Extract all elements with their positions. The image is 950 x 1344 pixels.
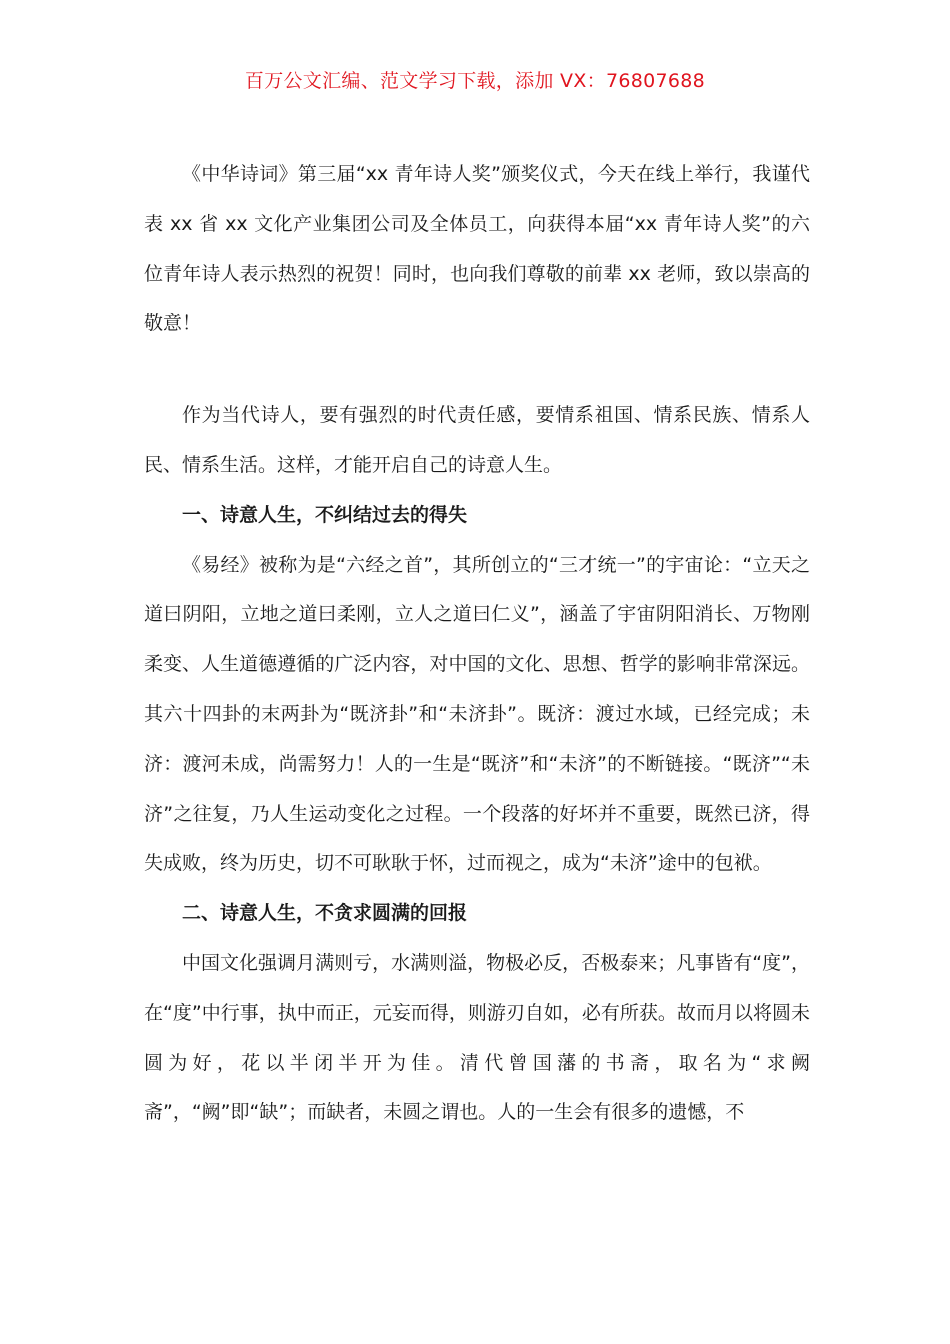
section-heading-2: 二、诗意人生，不贪求圆满的回报 [182, 902, 468, 925]
section-heading-1: 一、诗意人生，不纠结过去的得失 [182, 503, 468, 526]
paragraph-poet-responsibility: 作为当代诗人，要有强烈的时代责任感，要情系祖国、情系民族、情系人民、情系生活。这样，才能开启自己的诗意人生。 [144, 404, 810, 476]
paragraph-yijing: 《易经》被称为是“六经之首”，其所创立的“三才统一”的宇宙论：“立天之道曰阴阳，立地之道曰柔刚，立人之道曰仁义”，涵盖了宇宙阴阳消长、万物刚柔变、人生道德遵循的广泛内容，对中国的文化、思想、哲学的影响非常深远。其六十四卦的末两卦为“既济卦”和“未济卦”。既济：渡过水域，已经完成；未济：渡河未成，尚需努力！人的一生是“既济”和“未济”的不断链接。“既济”“未济”之往复，乃人生运动变化之过程。一个段落的好坏并不重要，既然已济，得失成败，终为历史，切不可耿耿于怀，过而视之，成为“未济”途中的包袱。 [144, 553, 810, 875]
paragraph-intro: 《中华诗词》第三届“xx 青年诗人奖”颁奖仪式，今天在线上举行，我谨代表 xx 省 xx 文化产业集团公司及全体员工，向获得本届“xx 青年诗人奖”的六位青年诗人表示热烈的祝贺！同时，也向我们尊敬的前辈 xx 老师，致以崇高的敬意！ [144, 163, 810, 335]
document-body [144, 150, 810, 1138]
header-banner: 百万公文汇编、范文学习下载，添加 VX：76807688 [244, 70, 706, 92]
paragraph-moderation: 中国文化强调月满则亏，水满则溢，物极必反，否极泰来；凡事皆有“度”，在“度”中行事，执中而正，元妄而得，则游刃自如，必有所获。故而月以将圆未圆为好，花以半闭半开为佳。清代曾国藩的书斋，取名为“求阙斋”，“阙”即“缺”；而缺者，未圆之谓也。人的一生会有很多的遗憾，不 [144, 951, 810, 1124]
